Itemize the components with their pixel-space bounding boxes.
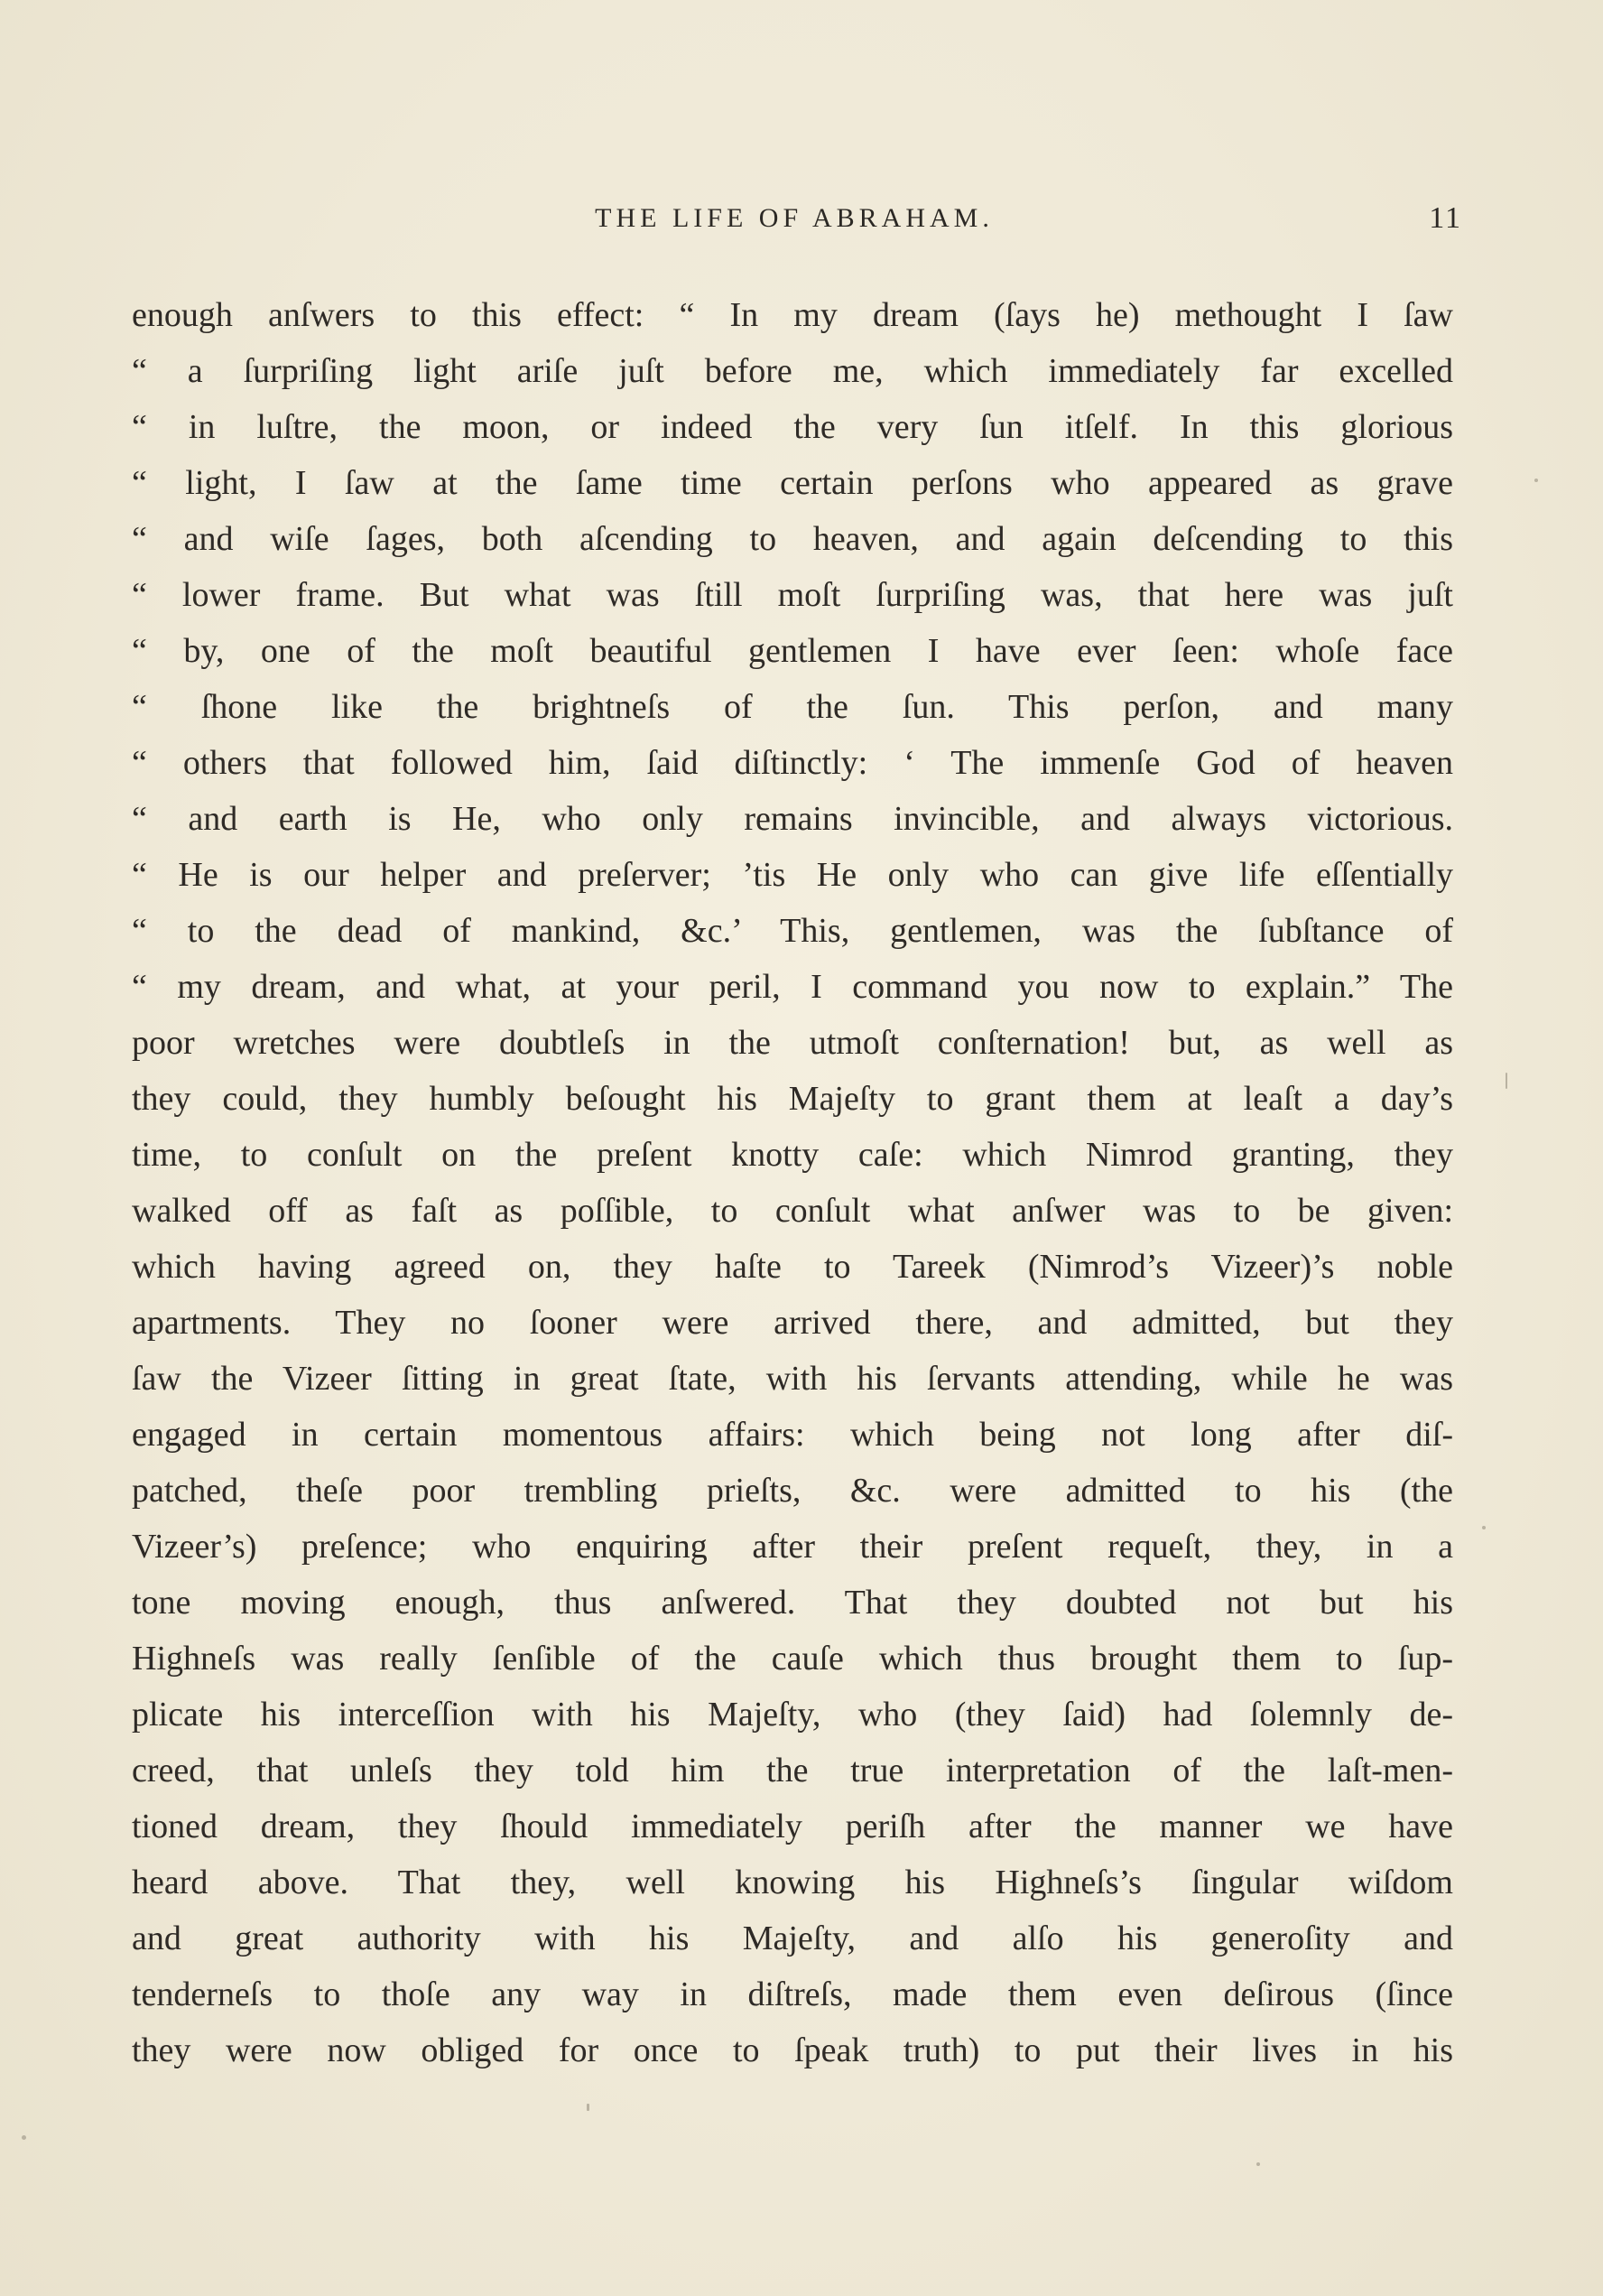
text-line: “ light, I ſaw at the ſame time certain perſons who appeared as grave <box>132 464 1453 502</box>
text-line: “ and wiſe ſages, both aſcending to heaven, and again deſcending to this <box>132 520 1453 558</box>
text-line: they could, they humbly beſought his Majeſty to grant them at leaſt a day’s <box>132 1080 1453 1118</box>
page-number: 11 <box>1429 201 1462 235</box>
text-line: poor wretches were doubtleſs in the utmoſt conſternation! but, as well as <box>132 1024 1453 1062</box>
text-line: ſaw the Vizeer ſitting in great ſtate, with his ſervants attending, while he was <box>132 1360 1453 1398</box>
text-line: “ He is our helper and preſerver; ’tis He only who can give life eſſentially <box>132 856 1453 894</box>
text-line: time, to conſult on the preſent knotty caſe: which Nimrod granting, they <box>132 1136 1453 1174</box>
body-text <box>132 287 1453 2078</box>
text-line: “ ſhone like the brightneſs of the ſun. This perſon, and many <box>132 688 1453 726</box>
paper-speck <box>587 2104 589 2111</box>
paper-speck <box>1482 1526 1486 1529</box>
text-line: enough anſwers to this effect: “ In my dream (ſays he) methought I ſaw <box>132 296 1453 334</box>
text-line: Vizeer’s) preſence; who enquiring after their preſent requeſt, they, in a <box>132 1528 1453 1566</box>
text-line: which having agreed on, they haſte to Tareek (Nimrod’s Vizeer)’s noble <box>132 1248 1453 1286</box>
text-line: patched, theſe poor trembling prieſts, &c. were admitted to his (the <box>132 1472 1453 1510</box>
text-line: they were now obliged for once to ſpeak truth) to put their lives in his <box>132 2031 1453 2069</box>
text-line: plicate his interceſſion with his Majeſty, who (they ſaid) had ſolemnly de- <box>132 1696 1453 1734</box>
text-line: “ a ſurpriſing light ariſe juſt before me, which immediately far excelled <box>132 352 1453 390</box>
text-line: tone moving enough, thus anſwered. That they doubted not but his <box>132 1584 1453 1622</box>
paper-speck <box>1506 1073 1507 1089</box>
running-title: THE LIFE OF ABRAHAM. <box>595 203 994 233</box>
text-line: tioned dream, they ſhould immediately periſh after the manner we have <box>132 1808 1453 1845</box>
text-line: engaged in certain momentous affairs: which being not long after diſ- <box>132 1416 1453 1454</box>
text-line: “ in luſtre, the moon, or indeed the very ſun itſelf. In this glorious <box>132 408 1453 446</box>
text-line: Highneſs was really ſenſible of the cauſe which thus brought them to ſup- <box>132 1640 1453 1678</box>
text-line: creed, that unleſs they told him the true interpretation of the laſt-men- <box>132 1752 1453 1789</box>
text-line: “ and earth is He, who only remains invincible, and always victorious. <box>132 800 1453 838</box>
text-line: “ to the dead of mankind, &c.’ This, gentlemen, was the ſubſtance of <box>132 912 1453 950</box>
text-line: walked off as faſt as poſſible, to conſult what anſwer was to be given: <box>132 1192 1453 1230</box>
text-line: “ lower frame. But what was ſtill moſt ſurpriſing was, that here was juſt <box>132 576 1453 614</box>
text-line: tenderneſs to thoſe any way in diſtreſs, made them even deſirous (ſince <box>132 1975 1453 2013</box>
paper-speck <box>1534 479 1538 482</box>
text-line: “ by, one of the moſt beautiful gentlemen I have ever ſeen: whoſe face <box>132 632 1453 670</box>
paper-speck <box>1256 2162 1260 2166</box>
text-line: heard above. That they, well knowing his Highneſs’s ſingular wiſdom <box>132 1864 1453 1901</box>
text-line: “ others that followed him, ſaid diſtinctly: ‘ The immenſe God of heaven <box>132 744 1453 782</box>
running-head <box>126 203 1462 239</box>
text-line: and great authority with his Majeſty, and alſo his generoſity and <box>132 1920 1453 1957</box>
paper-speck <box>22 2135 26 2140</box>
text-line: apartments. They no ſooner were arrived there, and admitted, but they <box>132 1304 1453 1342</box>
text-line: “ my dream, and what, at your peril, I command you now to explain.” The <box>132 968 1453 1006</box>
